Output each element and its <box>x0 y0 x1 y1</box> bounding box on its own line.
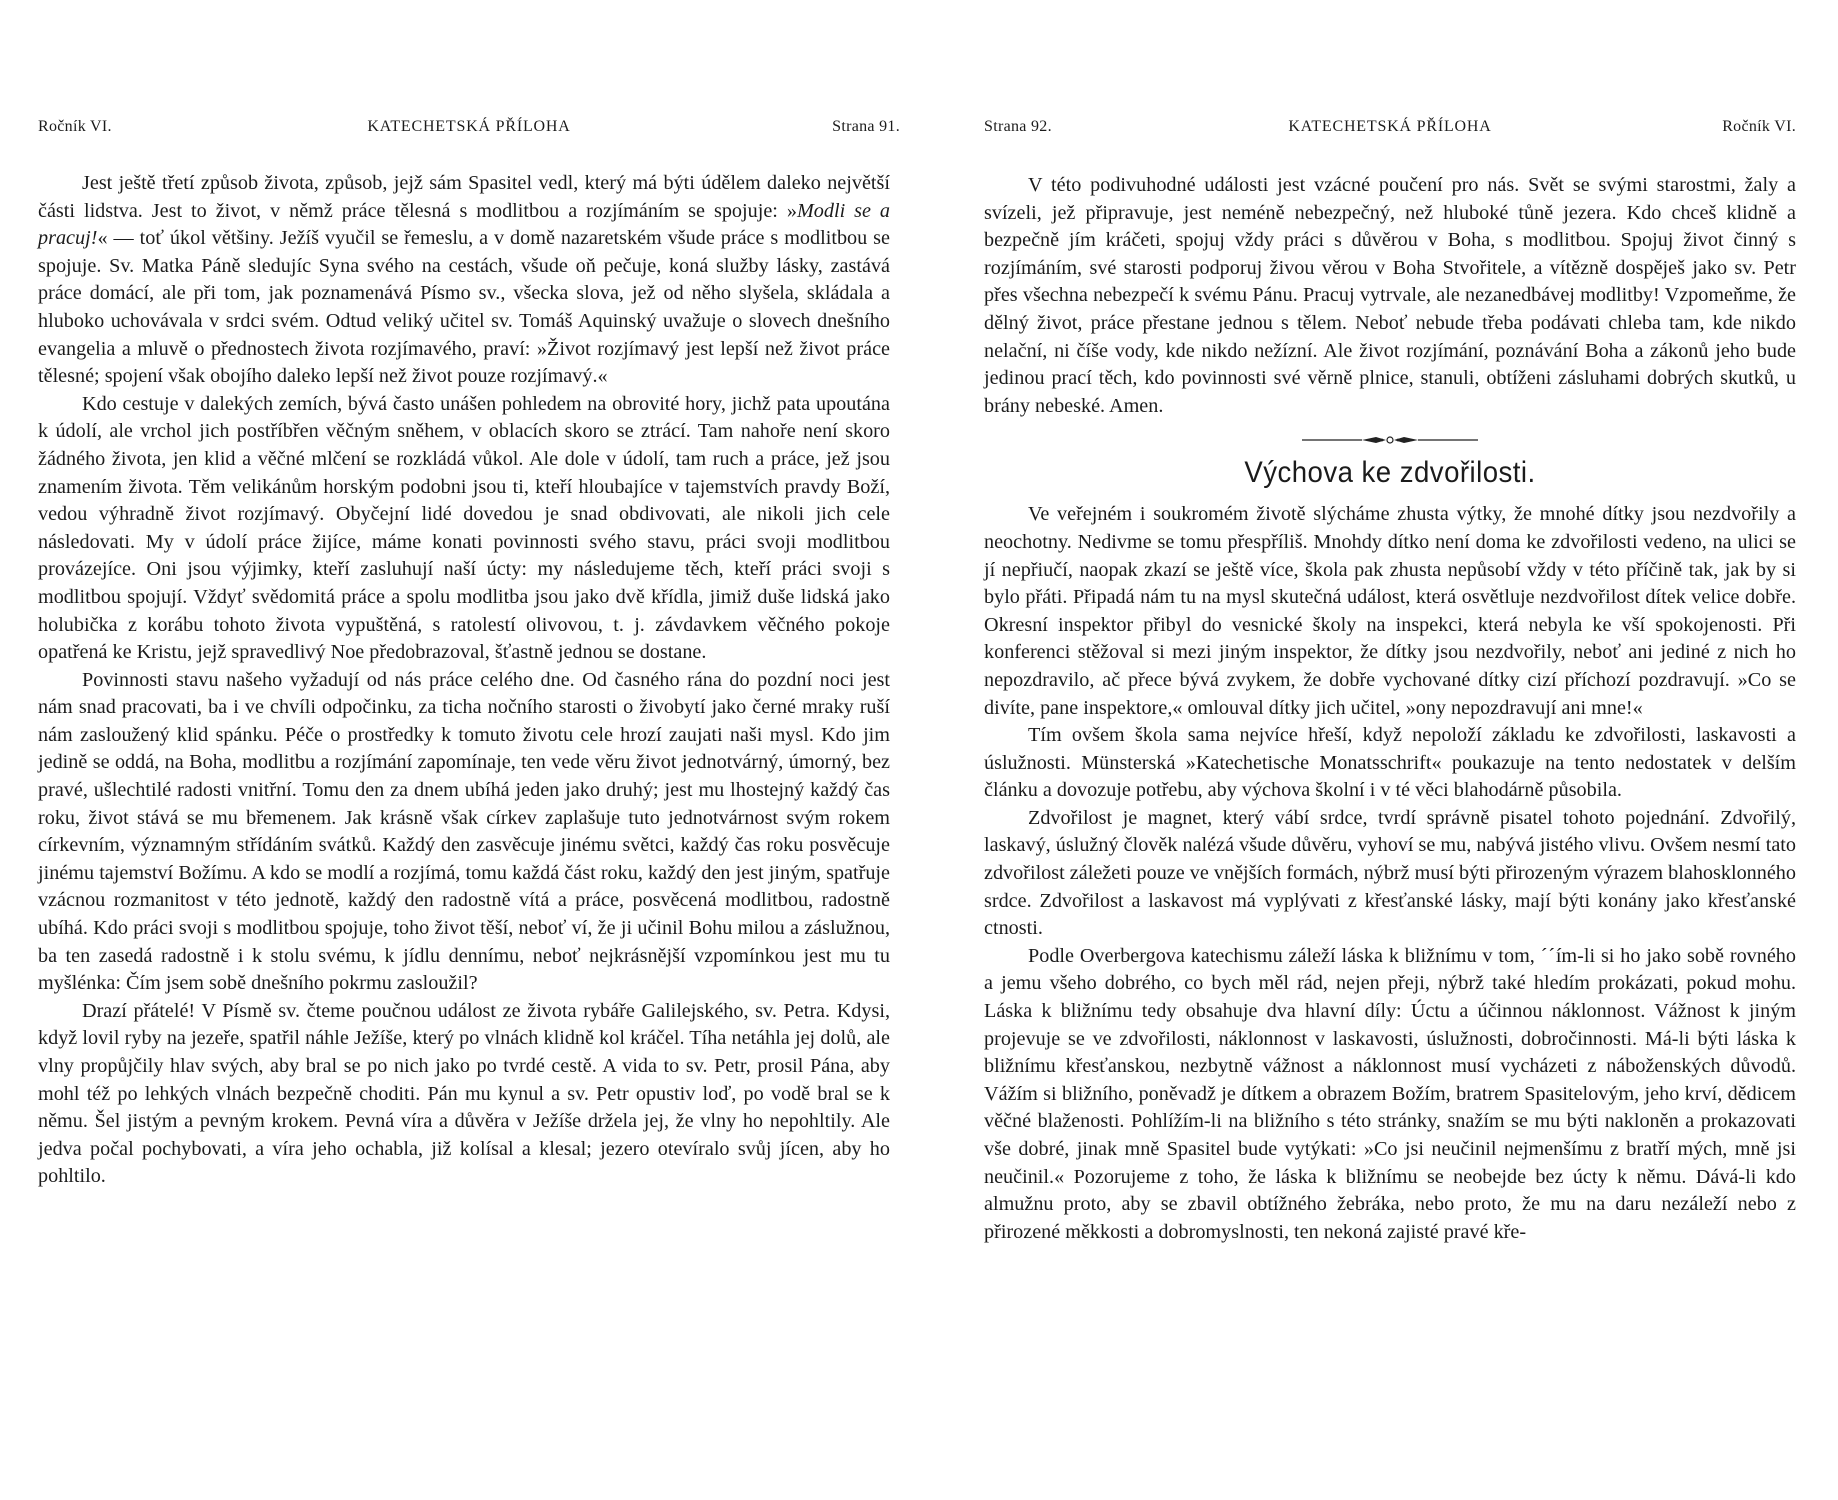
left-page <box>38 0 900 1500</box>
left-page-number: Strana 91. <box>832 118 900 135</box>
article-title: Výchova ke zdvořilosti. <box>1244 456 1536 490</box>
right-body-text <box>984 172 1796 1246</box>
paragraph: Drazí přátelé! V Písmě sv. čteme poučnou událost ze života rybáře Galilejského, sv. Petra. Kdysi, když lovil ryby na jezeře, spatřil náhle Ježíše, který po vlnách klidně kol kráčel. Tíha netáhla jej dolů, ale vlny propůjčily hlav svých, aby bral se po nich jako po tvrdé cestě. A vida to sv. Petr, prosil Pána, aby mohl též po lehkých vlnách bezpečně choditi. Pán mu kynul a sv. Petr opustiv loď, po vodě bral se k němu. Šel jistým a pevným krokem. Pevná víra a důvěra v Ježíše držela jej, že vlny ho nepohltily. Ale jedva počal pochybovati, a víra jeho ochabla, již kolísal a klesal; jezero otevíralo svůj jícen, aby ho pohltilo. <box>38 999 890 1188</box>
right-page <box>984 0 1796 1500</box>
left-supplement-title: KATECHETSKÁ PŘÍLOHA <box>367 118 571 135</box>
left-running-head <box>38 118 900 142</box>
paragraph: Tím ovšem škola sama nejvíce hřeší, když nepoloží základu ke zdvořilosti, laskavosti a úslužnosti. Münsterská »Katechetische Monatsschrift« poukazuje na tento nedostatek v delším článku a dovozuje potřebu, aby výchova školní i v té věci blahodárně působila. <box>984 724 1796 802</box>
paragraph: V této podivuhodné události jest vzácné poučení pro nás. Svět se svými starostmi, žaly a svízeli, jež připravuje, jest neméně nebezpečný, než hluboké tůně jezera. Kdo chceš klidně a bezpečně jím kráčeti, spojuj vždy práci s důvěrou v Boha, s modlitbou. Spojuj život činný s rozjímáním, své starosti podporuj živou věrou v Boha Stvořitele, a vítězně dospěješ jako sv. Petr přes všechna nebezpečí k svému Pánu. Pracuj vytrvale, ale nezanedbávej modlitby! Vzpomeňme, že dělný život, práce přestane jednou s tělem. Neboť nebude třeba podávati chleba tam, kde nikdo nelační, ni číše vody, kde nikdo nežízní. Ale život rozjímání, poznávání Boha a zákonů jeho bude jedinou prací těch, kdo povinnosti své věrně plnice, stanuli, obtíženi zásluhami dobrých skutků, u brány nebeské. Amen. <box>984 174 1796 417</box>
paragraph: Podle Overbergova katechismu záleží láska k bližnímu v tom, ˊˊím-li si ho jako sobě rovného a jemu všeho dobrého, co bych měl rád, nejen přeji, nýbrž také hledím prokázati, pokud mohu. Láska k bližnímu tedy obsahuje dva hlavní díly: Úctu a účinnou náklonnost. Vážnost k jiným projevuje se ve zdvořilosti, náklonnost v laskavosti, úslužnosti, dobročinnosti. Má-li býti láska k bližnímu křesťanskou, nezbytně vážnost a náklonnost musí vycházeti z náboženských důvodů. Vážím si bližního, poněvadž je dítkem a obrazem Božím, bratrem Spasitelovým, jeho krví, dědicem věčné blaženosti. Pohlížím-li na bližního s této stránky, snažím se mu býti nakloněn a prokazovati vše dobré, jinak mně Spasitel bude vytýkati: »Co jsi neučinil nejmenšímu z bratří mých, mně jsi neučinil.« Pozorujeme z toho, že láska k bližnímu se neobejde bez úcty k němu. Dává-li kdo almužnu proto, aby se zbavil obtížného žebráka, nebo proto, že mu na daru nezáleží nebo z přirozené měkkosti a dobromyslnosti, ten nekoná zajisté pravé kře- <box>984 944 1796 1243</box>
paragraph: Ve veřejném i soukromém životě slýcháme zhusta výtky, že mnohé dítky jsou nezdvořily a neochotny. Nedivme se tomu přespříliš. Mnohdy dítko není doma ke zdvořilosti vedeno, na ulici se jí nepřiučí, naopak zkazí se ještě více, škola pak zhusta nepůsobí vždy v této příčině tak, jak by si bylo přáti. Připadá nám tu na mysl skutečná událost, která osvětluje nezdvořilost dítek velice dobře. Okresní inspektor přibyl do vesnické školy na inspekci, která nebyla ke vší spokojenosti. Při konferenci stěžoval si mezi jiným inspektor, že dítky jsou nezdvořily, neboť ani jediné z nich ho nepozdravilo, ač přece bývá zvykem, že dobře vychované dítky cizí příchozí pozdravují. »Co se divíte, pane inspektore,« omlouval dítky jich učitel, »ony nepozdravují ani mne!« <box>984 503 1796 719</box>
italic-quote: Modli se a pracuj! <box>38 199 891 250</box>
section-divider-ornament <box>984 435 1796 445</box>
right-page-number: Strana 92. <box>984 118 1052 135</box>
right-volume-label: Ročník VI. <box>1722 118 1796 135</box>
paragraph: Zdvořilost je magnet, který vábí srdce, tvrdí správně pisatel tohoto pojednání. Zdvořilý, laskavý, úslužný člověk nalézá všude důvěru, vyhoví se mu, nabývá jistého vlivu. Ovšem nesmí tato zdvořilost záležeti pouze ve vnějších formách, nýbrž musí býti přirozeným výrazem blahosklonného srdce. Zdvořilost a laskavost má vyplývati z křesťanské lásky, mají býti konány jako křesťanské ctnosti. <box>984 806 1796 940</box>
paragraph: Jest ještě třetí způsob života, způsob, jejž sám Spasitel vedl, který má býti údělem daleko největší části lidstva. Jest to život, v němž práce tělesná s modlitbou a rozjímáním se spojuje: »Modli se a pracuj!« — toť úkol většiny. Ježíš vyučil se řemeslu, a v domě nazaretském všude práce s modlitbou se spojuje. Sv. Matka Páně sledujíc Syna svého na cestách, všude oň pečuje, koná služby lásky, zastává práce domácí, ale při tom, jak poznamenává Písmo sv., všecka slova, jež od něho slyšela, skládala a hluboko uchovávala v srdci svém. Odtud veliký učitel sv. Tomáš Aquinský uvažuje o slovech dnešního evangelia a mluvě o přednostech života rozjímavého, praví: »Život rozjímavý jest lepší než život práce tělesné; spojení však obojího daleko lepší než život pouze rozjímavý.« <box>38 172 891 388</box>
right-running-head <box>984 118 1796 142</box>
right-supplement-title: KATECHETSKÁ PŘÍLOHA <box>1288 118 1492 135</box>
left-volume-label: Ročník VI. <box>38 118 112 135</box>
paragraph: Povinnosti stavu našeho vyžadují od nás práce celého dne. Od časného rána do pozdní noci jest nám snad pracovati, ba i ve chvíli odpočinku, za ticha nočního starosti o živobytí jako černé mraky ruší nám zasloužený klid spánku. Péče o prostředky k tomuto životu cele hrozí zaujati naši mysl. Kdo jim jedině se oddá, na Boha, modlitbu a rozjímání zapomínaje, ten vede věru život jednotvárný, úmorný, bez pravé, ušlechtilé radosti vnitřní. Tomu den za dnem ubíhá jeden jako druhý; jest mu lhostejný každý čas roku, život stává se mu břemenem. Jak krásně však církev zaplašuje tuto jednotvárnost svým rokem církevním, významným střídáním svátků. Každý den zasvěcuje jinému světci, každý čas roku posvěcuje jinému tajemství Božímu. A kdo se modlí a rozjímá, tomu každá část roku, každý den jest jiným, spatřuje vzácnou rozmanitost v této jednotě, každý den radostně vítá a práce, posvěcená modlitbou, radostně ubíhá. Kdo práci svoji s modlitbou spojuje, toho život těší, neboť ví, že ji učinil Bohu milou a záslužnou, ba ten zasedá radostně i k stolu svému, k jídlu dennímu, neboť nejkrásnější vzpomínkou jest mu tu myšlénka: Čím jsem sobě dnešního pokrmu zasloužil? <box>38 668 890 995</box>
left-body-text <box>38 170 890 1191</box>
paragraph: Kdo cestuje v dalekých zemích, bývá často unášen pohledem na obrovité hory, jichž pata upoutána k údolí, ale vrchol jich postříbřen věčným sněhem, v oblacích skoro se ztrácí. Tam nahoře není skoro žádného života, jen klid a věčné mlčení se rozkládá vůkol. Ale dole v údolí, tam ruch a práce, jež jsou znamením života. Těm velikánům horským podobni jsou ti, kteří hloubajíce v tajemstvích pravdy Boží, vedou výhradně život rozjímavý. Obyčejní lidé dovedou je snad obdivovati, ale nikoli jich cele následovati. My v údolí práce žijíce, máme konati povinnosti svého stavu, práci svoji modlitbou provázejíce. Oni jsou výjimky, kteří zasluhují naší úcty: my následujeme těch, kteří práci svoji s modlitbou spojují. Vždyť svědomitá práce a spolu modlitba jsou jako dvě křídla, jimiž duše lidská jako holubička z korábu tohoto života vypuštěná, s ratolestí olivovou, t. j. závdavkem věčného pokoje opatřená ke Kristu, jejž spravedlivý Noe předobrazoval, šťastně jednou se dostane. <box>38 392 890 664</box>
